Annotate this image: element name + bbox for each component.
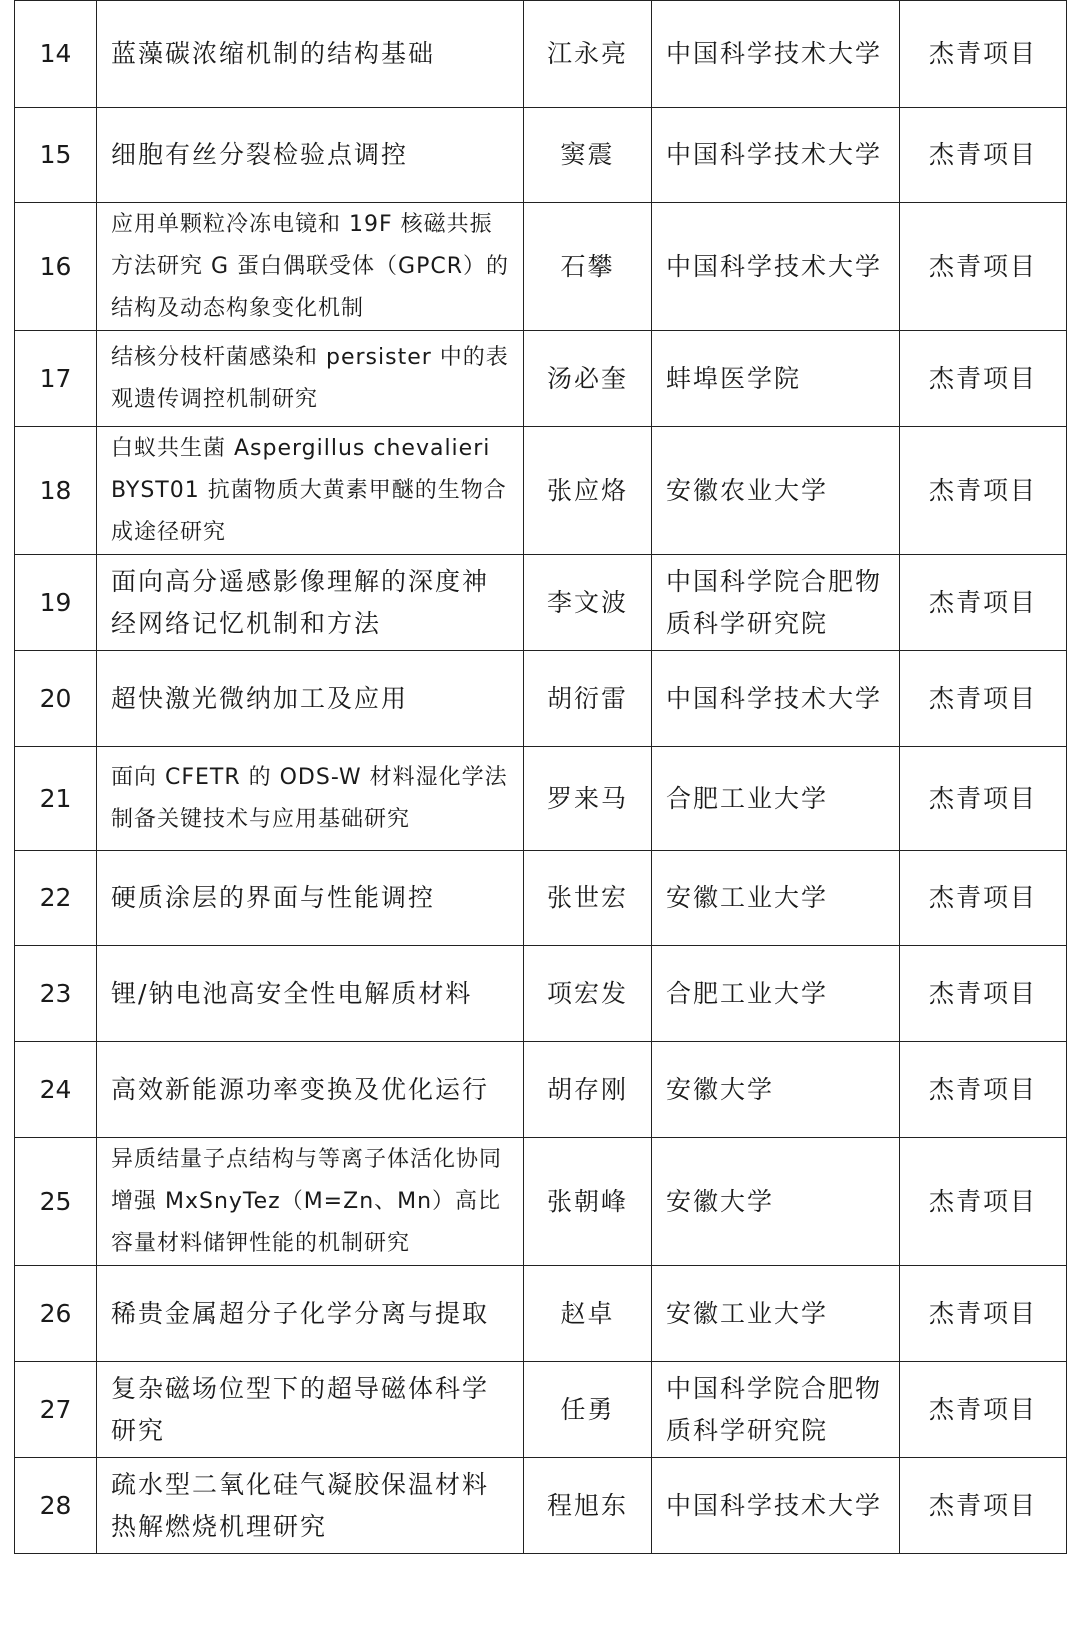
institution: 合肥工业大学: [652, 946, 900, 1042]
table-row: [15, 1362, 1067, 1458]
table-row: [15, 747, 1067, 851]
project-title: 结核分枝杆菌感染和 persister 中的表观遗传调控机制研究: [97, 331, 524, 427]
principal-investigator: 罗来马: [524, 747, 652, 851]
project-type: 杰青项目: [900, 1138, 1067, 1266]
institution: 合肥工业大学: [652, 747, 900, 851]
row-number: 16: [15, 203, 97, 331]
principal-investigator: 汤必奎: [524, 331, 652, 427]
institution: 安徽工业大学: [652, 1266, 900, 1362]
project-type: 杰青项目: [900, 651, 1067, 747]
institution: 安徽大学: [652, 1138, 900, 1266]
principal-investigator: 胡衍雷: [524, 651, 652, 747]
principal-investigator: 胡存刚: [524, 1042, 652, 1138]
table-row: [15, 427, 1067, 555]
row-number: 19: [15, 555, 97, 651]
table-row: [15, 1, 1067, 108]
project-title: 异质结量子点结构与等离子体活化协同增强 MxSnyTez（M=Zn、Mn）高比容量材料储钾性能的机制研究: [97, 1138, 524, 1266]
project-title: 超快激光微纳加工及应用: [97, 651, 524, 747]
project-type: 杰青项目: [900, 1, 1067, 108]
row-number: 27: [15, 1362, 97, 1458]
table-row: [15, 651, 1067, 747]
row-number: 24: [15, 1042, 97, 1138]
principal-investigator: 窦震: [524, 108, 652, 203]
project-title: 硬质涂层的界面与性能调控: [97, 851, 524, 946]
project-title: 面向 CFETR 的 ODS-W 材料湿化学法制备关键技术与应用基础研究: [97, 747, 524, 851]
institution: 中国科学技术大学: [652, 1, 900, 108]
project-type: 杰青项目: [900, 555, 1067, 651]
table-row: [15, 555, 1067, 651]
row-number: 23: [15, 946, 97, 1042]
table-row: [15, 1458, 1067, 1554]
table-row: [15, 203, 1067, 331]
table-row: [15, 1138, 1067, 1266]
row-number: 20: [15, 651, 97, 747]
table-row: [15, 1042, 1067, 1138]
row-number: 14: [15, 1, 97, 108]
row-number: 25: [15, 1138, 97, 1266]
project-title: 白蚁共生菌 Aspergillus chevalieri BYST01 抗菌物质大黄素甲醚的生物合成途径研究: [97, 427, 524, 555]
table-row: [15, 946, 1067, 1042]
institution: 中国科学技术大学: [652, 108, 900, 203]
institution: 中国科学院合肥物质科学研究院: [652, 1362, 900, 1458]
project-type: 杰青项目: [900, 851, 1067, 946]
project-type: 杰青项目: [900, 1362, 1067, 1458]
project-type: 杰青项目: [900, 747, 1067, 851]
project-type: 杰青项目: [900, 946, 1067, 1042]
institution: 安徽农业大学: [652, 427, 900, 555]
row-number: 28: [15, 1458, 97, 1554]
principal-investigator: 李文波: [524, 555, 652, 651]
project-title: 面向高分遥感影像理解的深度神经网络记忆机制和方法: [97, 555, 524, 651]
table-row: [15, 108, 1067, 203]
principal-investigator: 张世宏: [524, 851, 652, 946]
project-title: 高效新能源功率变换及优化运行: [97, 1042, 524, 1138]
principal-investigator: 赵卓: [524, 1266, 652, 1362]
project-type: 杰青项目: [900, 1042, 1067, 1138]
project-title: 疏水型二氧化硅气凝胶保温材料热解燃烧机理研究: [97, 1458, 524, 1554]
institution: 中国科学技术大学: [652, 203, 900, 331]
principal-investigator: 张应烙: [524, 427, 652, 555]
project-table: [14, 0, 1067, 1554]
row-number: 15: [15, 108, 97, 203]
institution: 蚌埠医学院: [652, 331, 900, 427]
institution: 中国科学院合肥物质科学研究院: [652, 555, 900, 651]
table-row: [15, 851, 1067, 946]
project-type: 杰青项目: [900, 1266, 1067, 1362]
institution: 安徽工业大学: [652, 851, 900, 946]
principal-investigator: 任勇: [524, 1362, 652, 1458]
row-number: 17: [15, 331, 97, 427]
row-number: 26: [15, 1266, 97, 1362]
principal-investigator: 张朝峰: [524, 1138, 652, 1266]
project-type: 杰青项目: [900, 203, 1067, 331]
project-type: 杰青项目: [900, 331, 1067, 427]
project-type: 杰青项目: [900, 1458, 1067, 1554]
project-type: 杰青项目: [900, 427, 1067, 555]
principal-investigator: 石攀: [524, 203, 652, 331]
project-title: 蓝藻碳浓缩机制的结构基础: [97, 1, 524, 108]
institution: 中国科学技术大学: [652, 651, 900, 747]
principal-investigator: 程旭东: [524, 1458, 652, 1554]
project-title: 细胞有丝分裂检验点调控: [97, 108, 524, 203]
institution: 中国科学技术大学: [652, 1458, 900, 1554]
row-number: 21: [15, 747, 97, 851]
principal-investigator: 项宏发: [524, 946, 652, 1042]
row-number: 22: [15, 851, 97, 946]
project-title: 稀贵金属超分子化学分离与提取: [97, 1266, 524, 1362]
project-title: 锂/钠电池高安全性电解质材料: [97, 946, 524, 1042]
project-title: 应用单颗粒冷冻电镜和 19F 核磁共振方法研究 G 蛋白偶联受体（GPCR）的结构及动态构象变化机制: [97, 203, 524, 331]
row-number: 18: [15, 427, 97, 555]
project-type: 杰青项目: [900, 108, 1067, 203]
table-row: [15, 331, 1067, 427]
institution: 安徽大学: [652, 1042, 900, 1138]
table-row: [15, 1266, 1067, 1362]
principal-investigator: 江永亮: [524, 1, 652, 108]
project-title: 复杂磁场位型下的超导磁体科学研究: [97, 1362, 524, 1458]
